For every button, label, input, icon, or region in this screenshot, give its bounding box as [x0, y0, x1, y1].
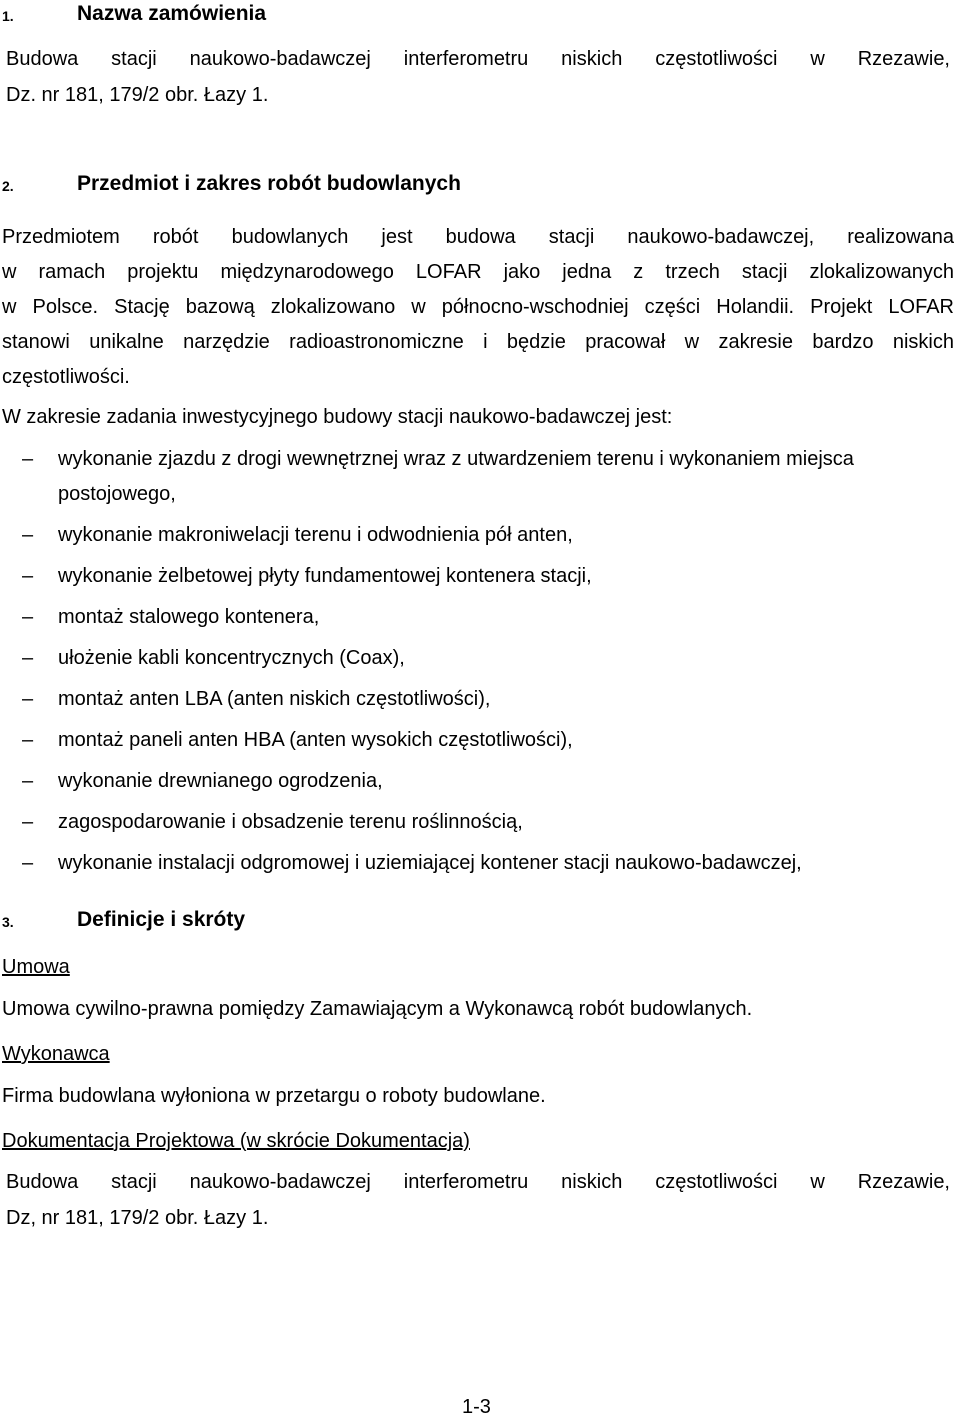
list-item — [22, 729, 573, 752]
list-item-text: wykonanie żelbetowej płyty fundamentowej kontenera stacji, — [58, 565, 592, 587]
paragraph-line: w Polsce. Stację bazową zlokalizowano w północno-wschodniej części Holandii. Projekt LOFAR — [2, 296, 954, 318]
definition-desc: Umowa cywilno-prawna pomiędzy Zamawiającym a Wykonawcą robót budowlanych. — [2, 998, 753, 1020]
section-1-body — [6, 48, 950, 71]
list-item — [22, 448, 854, 471]
list-item — [22, 606, 319, 629]
list-dash: – — [22, 448, 34, 470]
list-item-text: wykonanie zjazdu z drogi wewnętrznej wraz z utwardzeniem terenu i wykonaniem miejsca — [58, 448, 854, 470]
list-item-text: wykonanie instalacji odgromowej i uziemiającej kontener stacji naukowo-badawczej, — [58, 852, 802, 874]
list-item — [22, 852, 802, 875]
list-dash: – — [22, 811, 34, 833]
section-1-number: 1. — [2, 8, 14, 24]
list-dash: – — [22, 524, 34, 546]
definition-desc — [6, 1171, 950, 1194]
paragraph-line: stanowi unikalne narzędzie radioastronomiczne i będzie pracował w zakresie bardzo niskich — [2, 331, 954, 353]
list-dash: – — [22, 729, 34, 751]
section-2-title: Przedmiot i zakres robót budowlanych — [77, 172, 461, 195]
list-item — [22, 770, 383, 793]
list-dash: – — [22, 565, 34, 587]
list-item-text: postojowego, — [58, 483, 176, 505]
definition-desc: Firma budowlana wyłoniona w przetargu o roboty budowlane. — [2, 1085, 546, 1107]
definition-term: Umowa — [2, 956, 70, 978]
list-item-text: montaż anten LBA (anten niskich częstotliwości), — [58, 688, 491, 710]
definition-desc-line: Budowa stacji naukowo-badawczej interferometru niskich częstotliwości w Rzezawie, — [6, 1171, 950, 1193]
scope-list — [22, 448, 942, 878]
definition-desc-line: Dz, nr 181, 179/2 obr. Łazy 1. — [6, 1207, 269, 1229]
section-3-title: Definicje i skróty — [77, 908, 246, 931]
list-dash: – — [22, 852, 34, 874]
scope-intro: W zakresie zadania inwestycyjnego budowy stacji naukowo-badawczej jest: — [2, 406, 673, 428]
list-item-text: montaż stalowego kontenera, — [58, 606, 320, 628]
list-dash: – — [22, 688, 34, 710]
paragraph-line: w ramach projektu międzynarodowego LOFAR jako jedna z trzech stacji zlokalizowanych — [2, 261, 954, 283]
list-item-text: wykonanie makroniwelacji terenu i odwodnienia pół anten, — [58, 524, 573, 546]
definition-term: Dokumentacja Projektowa (w skrócie Dokumentacja) — [2, 1130, 470, 1152]
list-item-text: zagospodarowanie i obsadzenie terenu roślinnością, — [58, 811, 523, 833]
section-1-body-line: Dz. nr 181, 179/2 obr. Łazy 1. — [6, 84, 269, 106]
section-1-body-line: Budowa stacji naukowo-badawczej interferometru niskich częstotliwości w Rzezawie, — [6, 48, 950, 70]
list-dash: – — [22, 770, 34, 792]
definition-term: Wykonawca — [2, 1043, 110, 1065]
list-item-text: wykonanie drewnianego ogrodzenia, — [58, 770, 383, 792]
list-item-text: ułożenie kabli koncentrycznych (Coax), — [58, 647, 405, 669]
list-item — [22, 688, 490, 711]
page-number: 1-3 — [462, 1396, 491, 1418]
list-item — [22, 524, 573, 547]
list-item-text: montaż paneli anten HBA (anten wysokich częstotliwości), — [58, 729, 573, 751]
section-3-number: 3. — [2, 914, 14, 930]
section-2-number: 2. — [2, 178, 14, 194]
list-item — [22, 811, 523, 834]
paragraph-line: Przedmiotem robót budowlanych jest budowa stacji naukowo-badawczej, realizowana — [2, 226, 954, 248]
list-item-continuation — [58, 483, 176, 506]
list-item — [22, 647, 405, 670]
list-dash: – — [22, 606, 34, 628]
section-1-title: Nazwa zamówienia — [77, 2, 267, 25]
list-item — [22, 565, 592, 588]
paragraph-line: częstotliwości. — [2, 366, 130, 388]
list-dash: – — [22, 647, 34, 669]
